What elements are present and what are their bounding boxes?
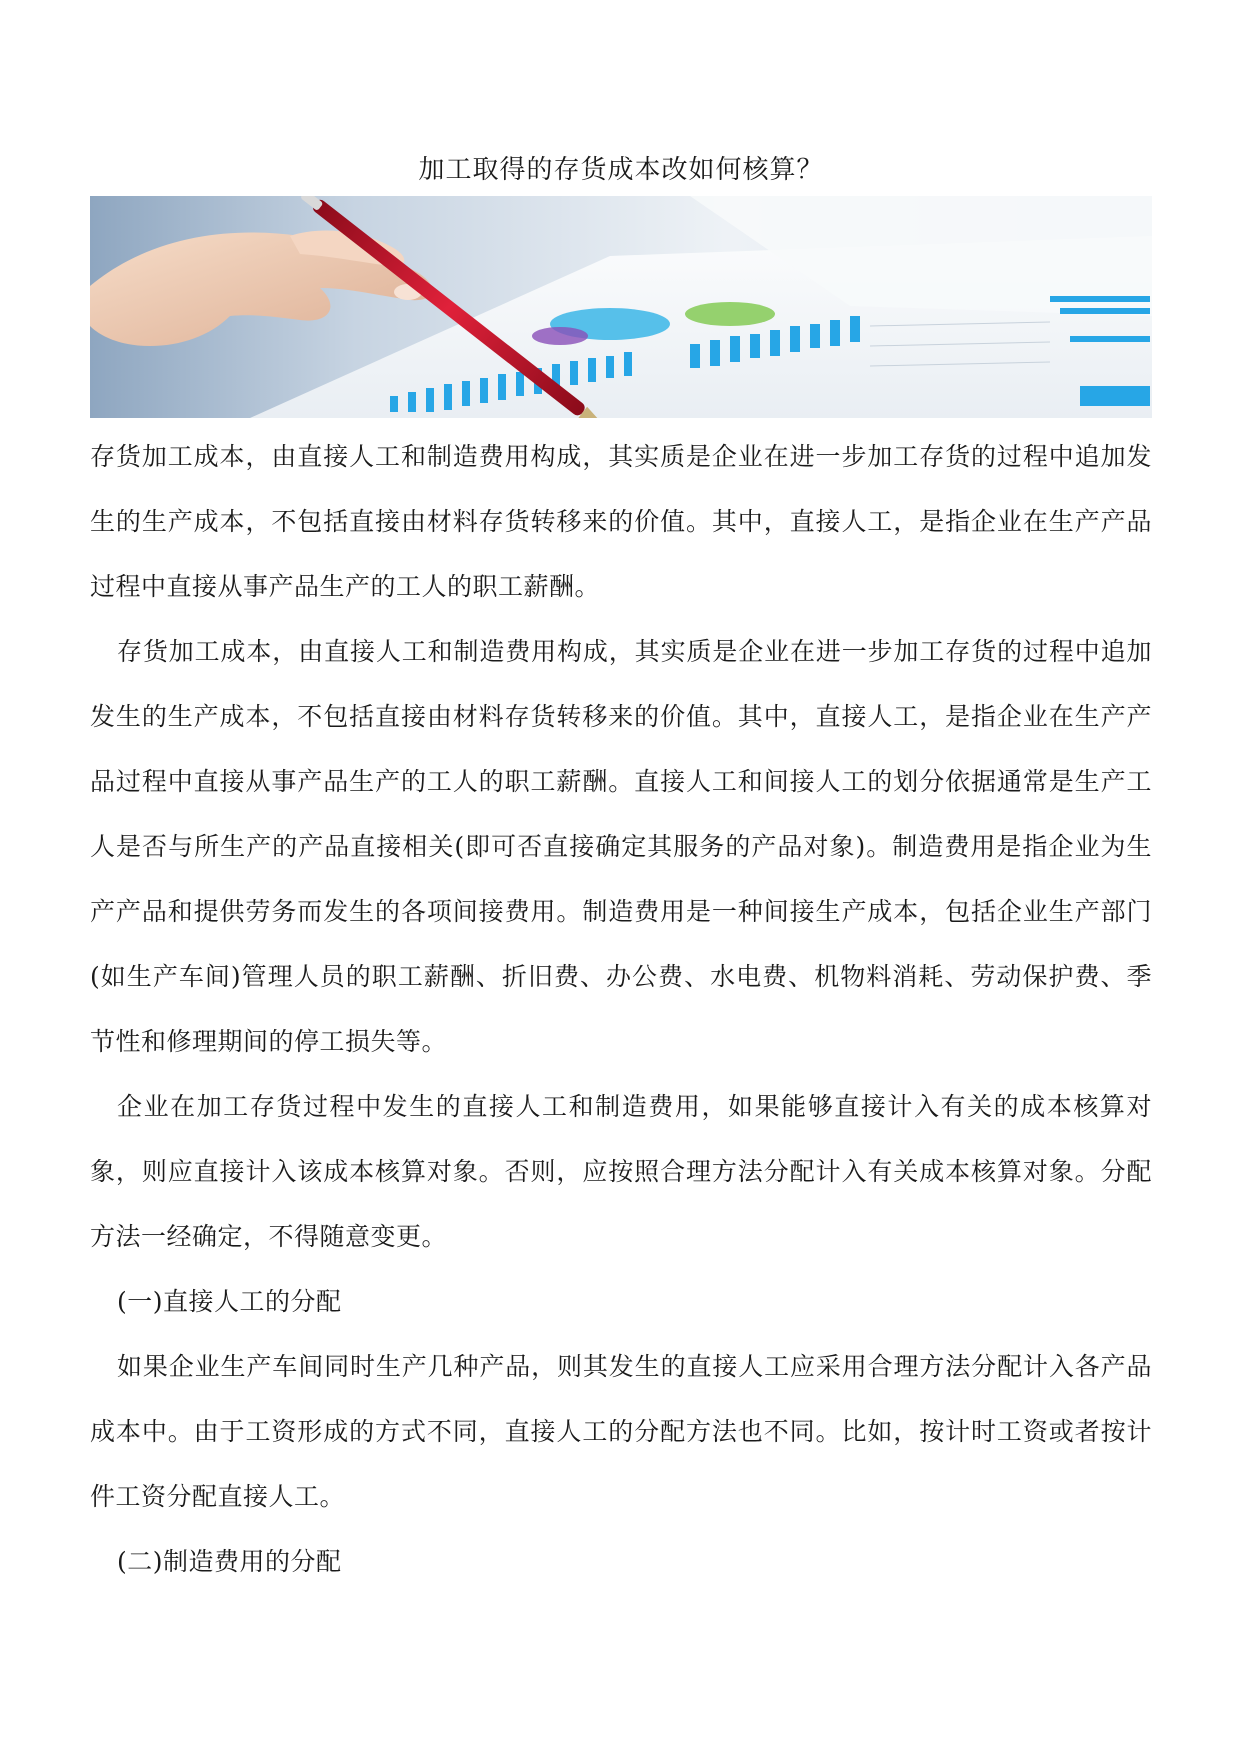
paragraph: 存货加工成本，由直接人工和制造费用构成，其实质是企业在进一步加工存货的过程中追加发生的生产成本，不包括直接由材料存货转移来的价值。其中，直接人工，是指企业在生产产品过程中直接从事产品生产的工人的职工薪酬。 — [90, 442, 1152, 601]
paragraph: 企业在加工存货过程中发生的直接人工和制造费用，如果能够直接计入有关的成本核算对象，则应直接计入该成本核算对象。否则，应按照合理方法分配计入有关成本核算对象。分配方法一经确定，不得随意变更。 — [90, 1092, 1152, 1251]
document-title: 加工取得的存货成本改如何核算？ — [418, 155, 824, 185]
section-heading: (一)直接人工的分配 — [117, 1287, 342, 1316]
hero-photo-hand-pen-chart-icon — [90, 196, 1152, 418]
document-page — [90, 150, 1152, 1594]
paragraph: 如果企业生产车间同时生产几种产品，则其发生的直接人工应采用合理方法分配计入各产品成本中。由于工资形成的方式不同，直接人工的分配方法也不同。比如，按计时工资或者按计件工资分配直接人工。 — [90, 1352, 1152, 1511]
paragraph: 存货加工成本，由直接人工和制造费用构成，其实质是企业在进一步加工存货的过程中追加发生的生产成本，不包括直接由材料存货转移来的价值。其中，直接人工，是指企业在生产产品过程中直接从事产品生产的工人的职工薪酬。直接人工和间接人工的划分依据通常是生产工人是否与所生产的产品直接相关(即可否直接确定其服务的产品对象)。制造费用是指企业为生产产品和提供劳务而发生的各项间接费用。制造费用是一种间接生产成本，包括企业生产部门(如生产车间)管理人员的职工薪酬、折旧费、办公费、水电费、机物料消耗、劳动保护费、季节性和修理期间的停工损失等。 — [90, 637, 1152, 1056]
section-heading: (二)制造费用的分配 — [117, 1547, 342, 1576]
